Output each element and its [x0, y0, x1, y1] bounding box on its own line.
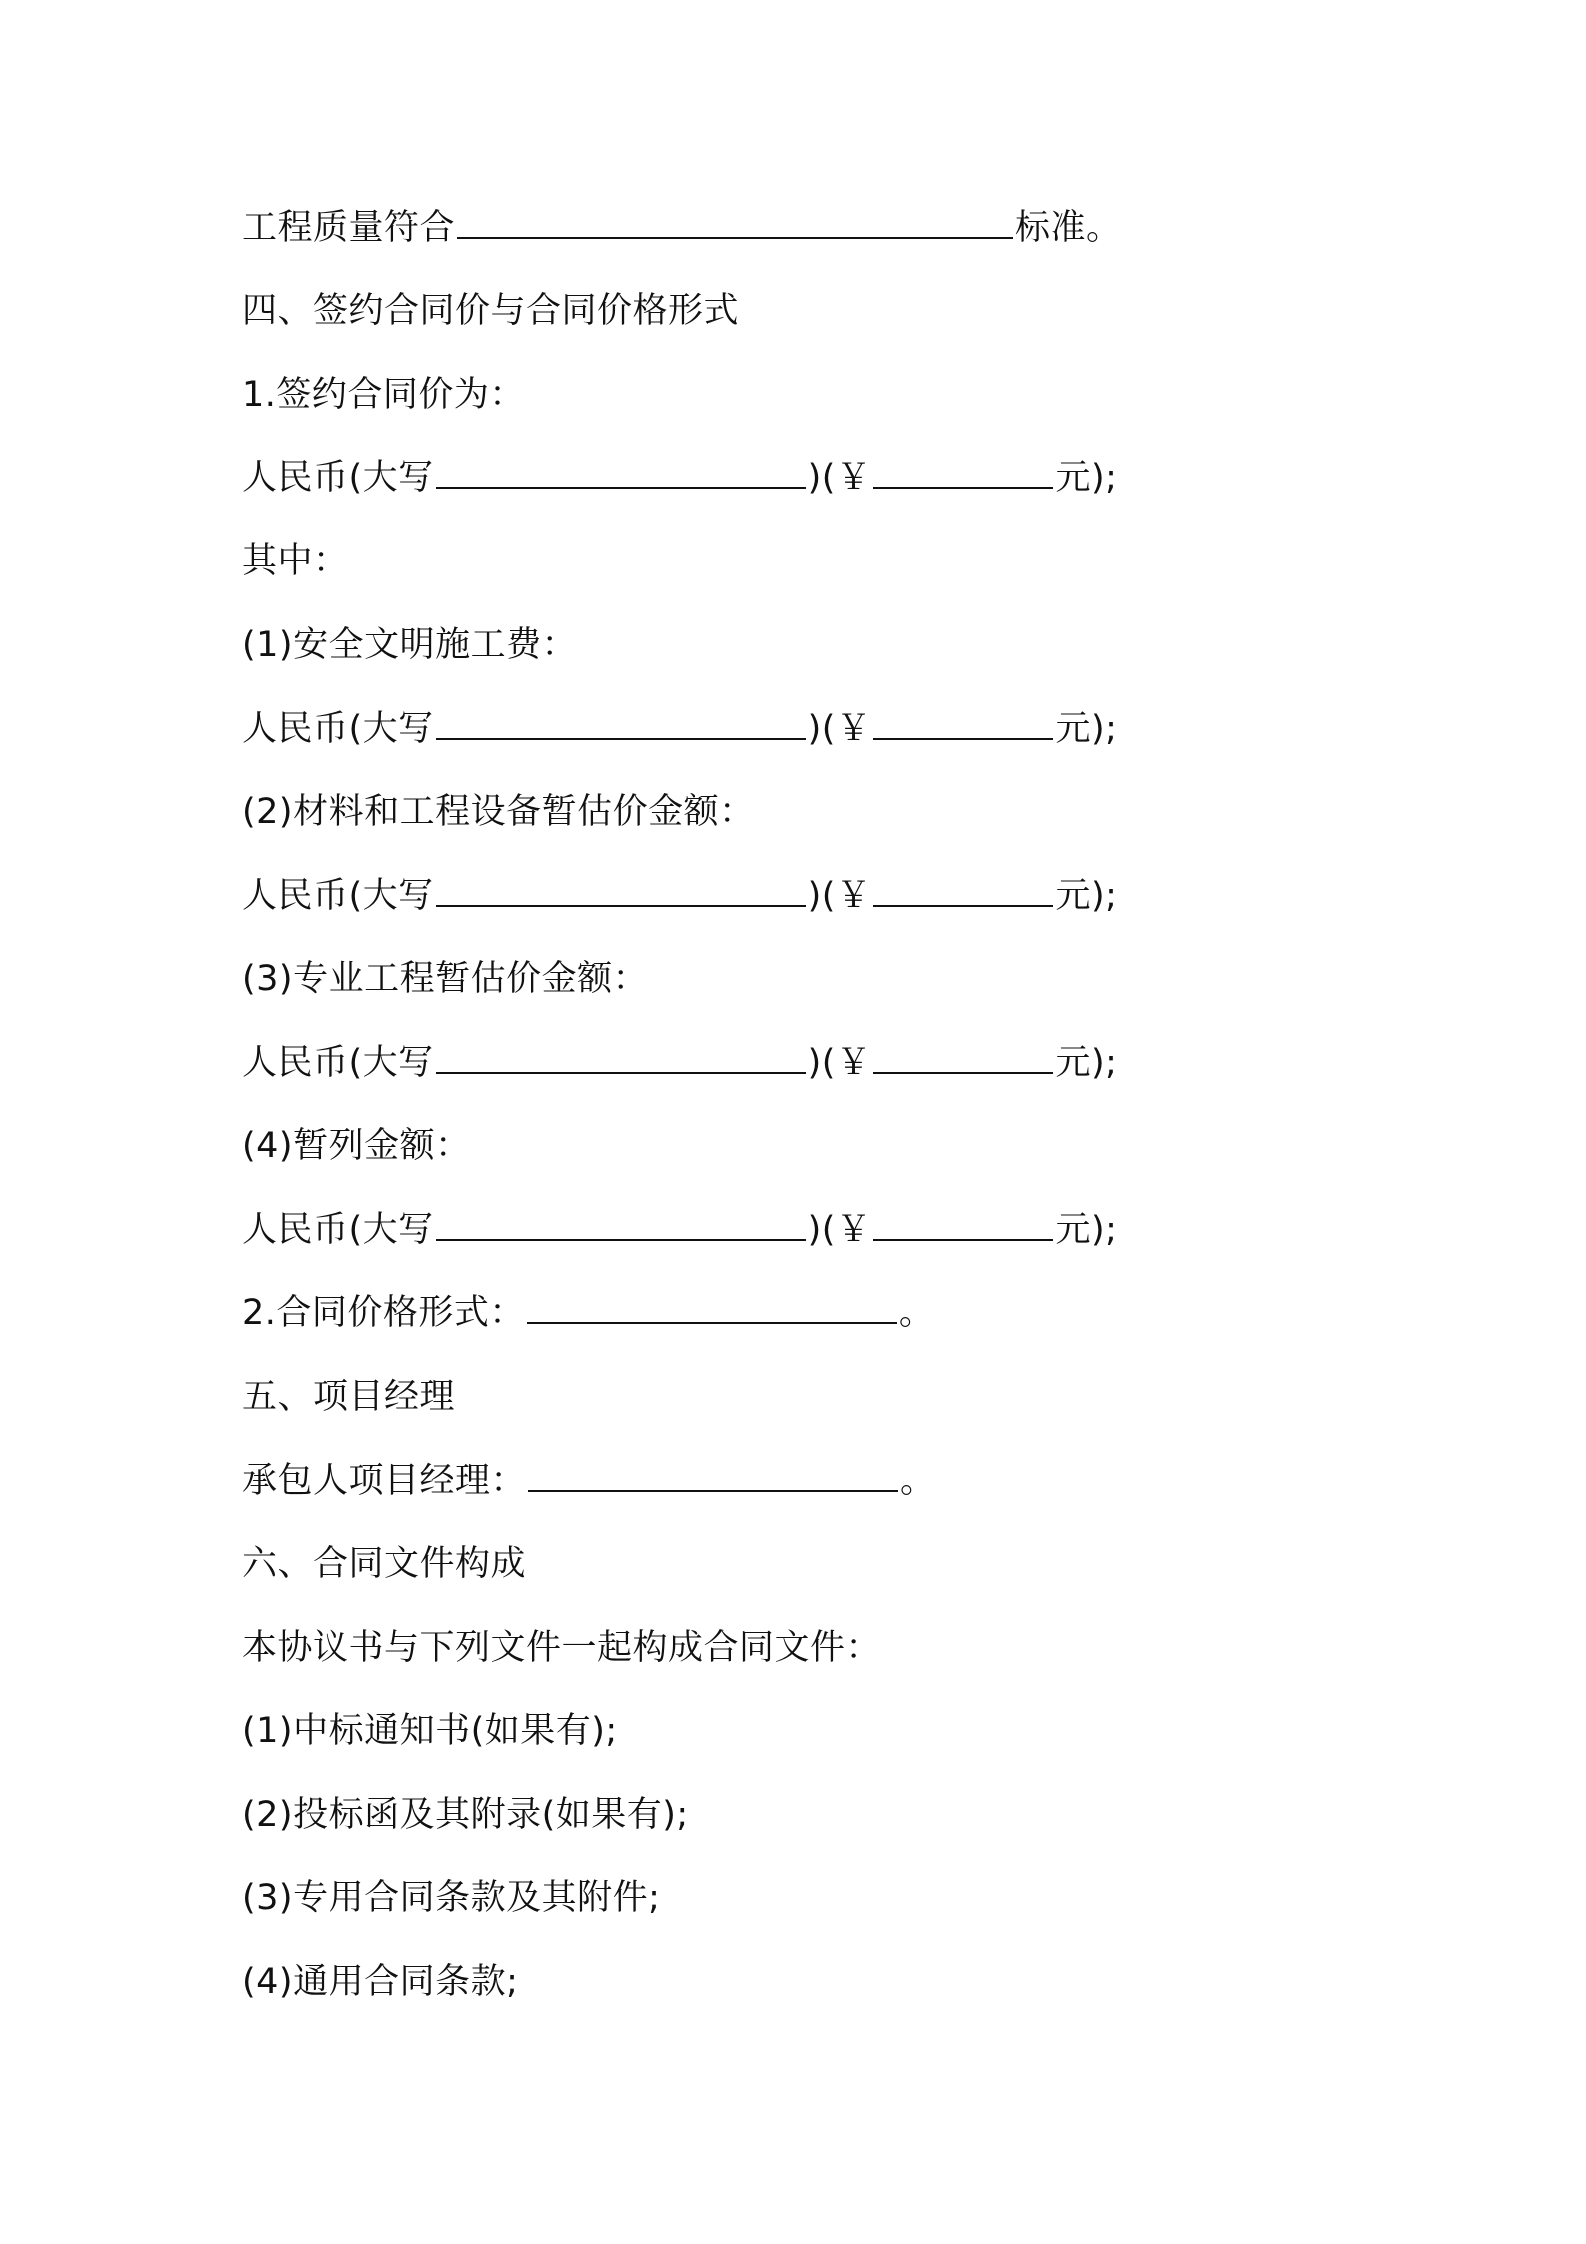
section-4-title: 四、签约合同价与合同价格形式 [242, 291, 740, 331]
project-manager-line [242, 1458, 936, 1504]
fee-4-capital-blank[interactable] [436, 1209, 806, 1241]
rmb-suffix: 元); [1055, 458, 1118, 498]
quality-suffix: 标准。 [1015, 208, 1122, 248]
fee-1-number-blank[interactable] [873, 708, 1053, 740]
item-4-2-label: 2.合同价格形式： [242, 1293, 525, 1333]
item-4-2-period: 。 [898, 1293, 935, 1333]
rmb-prefix: 人民币(大写 [242, 458, 434, 498]
rmb-mid: )(￥ [807, 709, 872, 749]
project-manager-label: 承包人项目经理： [242, 1461, 527, 1501]
fee-3-label: (3)专业工程暂估价金额： [242, 959, 649, 999]
item-4-2-line [242, 1290, 934, 1336]
rmb-suffix: 元); [1055, 876, 1118, 916]
quality-standard-blank[interactable] [457, 207, 1013, 239]
price-form-blank[interactable] [527, 1292, 897, 1324]
rmb-mid: )(￥ [807, 876, 872, 916]
rmb-suffix: 元); [1055, 709, 1118, 749]
doc-item-4: (4)通用合同条款; [242, 1962, 519, 2002]
item-4-1: 1.签约合同价为： [242, 375, 525, 415]
fee-3-number-blank[interactable] [873, 1042, 1053, 1074]
fee-3-capital-blank[interactable] [436, 1042, 806, 1074]
fee-2-amount-line [242, 873, 1117, 919]
fee-2-number-blank[interactable] [873, 875, 1053, 907]
doc-item-2: (2)投标函及其附录(如果有); [242, 1795, 689, 1835]
rmb-prefix: 人民币(大写 [242, 1210, 434, 1250]
section-6-title: 六、合同文件构成 [242, 1544, 527, 1584]
rmb-prefix: 人民币(大写 [242, 709, 434, 749]
contract-price-line [242, 455, 1117, 501]
rmb-suffix: 元); [1055, 1210, 1118, 1250]
fee-2-capital-blank[interactable] [436, 875, 806, 907]
fee-4-label: (4)暂列金额： [242, 1126, 471, 1166]
doc-item-3: (3)专用合同条款及其附件; [242, 1878, 661, 1918]
rmb-mid: )(￥ [807, 1043, 872, 1083]
rmb-prefix: 人民币(大写 [242, 876, 434, 916]
project-manager-blank[interactable] [528, 1460, 898, 1492]
fee-4-number-blank[interactable] [873, 1209, 1053, 1241]
doc-item-1: (1)中标通知书(如果有); [242, 1711, 618, 1751]
rmb-prefix: 人民币(大写 [242, 1043, 434, 1083]
rmb-suffix: 元); [1055, 1043, 1118, 1083]
rmb-mid: )(￥ [807, 1210, 872, 1250]
fee-1-label: (1)安全文明施工费： [242, 625, 578, 665]
among-label: 其中： [242, 541, 349, 581]
docs-intro: 本协议书与下列文件一起构成合同文件： [242, 1628, 882, 1668]
fee-1-amount-line [242, 706, 1117, 752]
quality-prefix: 工程质量符合 [242, 208, 456, 248]
section-5-title: 五、项目经理 [242, 1377, 456, 1417]
fee-2-label: (2)材料和工程设备暂估价金额： [242, 792, 755, 832]
fee-1-capital-blank[interactable] [436, 708, 806, 740]
rmb-mid: )(￥ [807, 458, 872, 498]
quality-standard-line [242, 205, 1122, 251]
contract-price-number-blank[interactable] [873, 457, 1053, 489]
fee-4-amount-line [242, 1207, 1117, 1253]
contract-price-capital-blank[interactable] [436, 457, 806, 489]
project-manager-period: 。 [900, 1461, 936, 1501]
fee-3-amount-line [242, 1040, 1117, 1086]
